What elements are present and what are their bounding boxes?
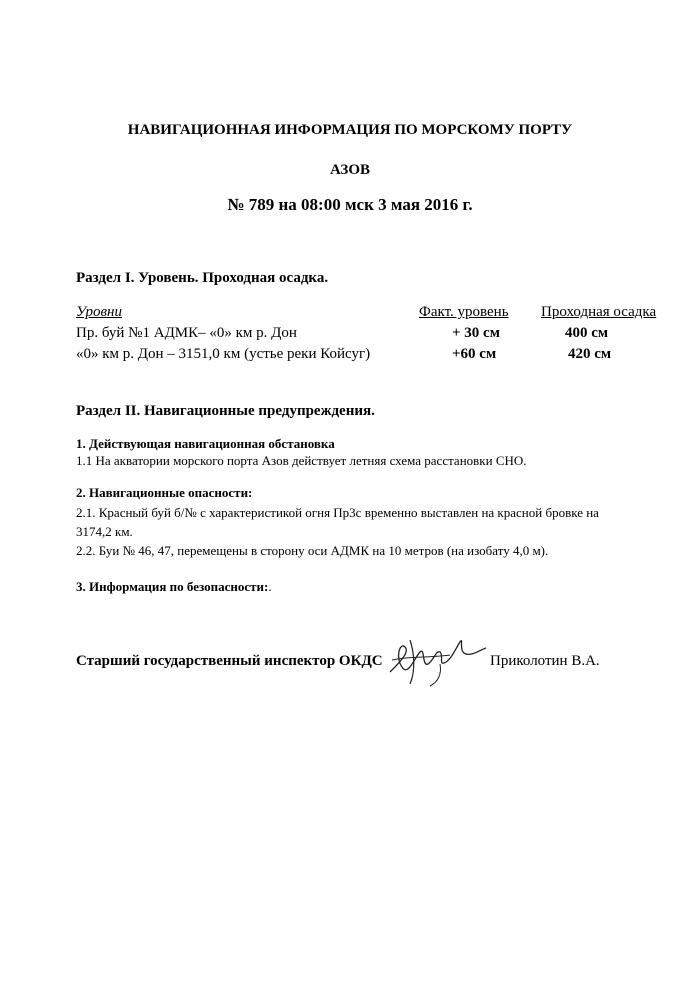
sub2-item-1: 2.1. Красный буй б/№ с характеристикой огня Пр3с временно выставлен на красной бровке на: [76, 505, 599, 520]
sub3-heading: 3. Информация по безопасности:: [76, 579, 269, 594]
port-name: АЗОВ: [329, 162, 371, 178]
inspector-name: Приколотин В.А.: [490, 653, 600, 669]
section2-heading: Раздел II. Навигационные предупреждения.: [76, 403, 375, 419]
signature-image: [380, 622, 490, 692]
sub3-line: [76, 578, 272, 596]
sub2-item-1-cont: 3174,2 км.: [76, 524, 133, 539]
col-header-draft: Проходная осадка: [541, 304, 657, 320]
sub2-item-2: 2.2. Буи № 46, 47, перемещены в сторону оси АДМК на 10 метров (на изобату 4,0 м).: [76, 543, 549, 558]
bulletin-number: № 789 на 08:00 мск 3 мая 2016 г.: [227, 195, 473, 214]
table-row-2-draft: 420 см: [568, 346, 612, 362]
table-row-1-location: Пр. буй №1 АДМК– «0» км р. Дон: [76, 325, 297, 341]
inspector-position: Старший государственный инспектор ОКДС: [76, 653, 383, 669]
col-header-levels: Уровни: [76, 304, 122, 320]
page-title: НАВИГАЦИОННАЯ ИНФОРМАЦИЯ ПО МОРСКОМУ ПОРТУ: [127, 122, 573, 138]
sub1-item: 1.1 На акватории морского порта Азов действует летняя схема расстановки СНО.: [76, 453, 527, 468]
sub3-tail: .: [268, 579, 272, 594]
col-header-actual-level: Факт. уровень: [419, 304, 509, 320]
sub2-heading: 2. Навигационные опасности:: [76, 485, 253, 500]
section1-heading: Раздел I. Уровень. Проходная осадка.: [76, 270, 329, 286]
table-row-1-draft: 400 см: [565, 325, 609, 341]
table-row-1-level: + 30 см: [452, 325, 500, 341]
table-row-2-level: +60 см: [452, 346, 497, 362]
table-row-2-location: «0» км р. Дон – 3151,0 км (устье реки Койсуг): [76, 346, 371, 362]
sub1-heading: 1. Действующая навигационная обстановка: [76, 436, 335, 451]
